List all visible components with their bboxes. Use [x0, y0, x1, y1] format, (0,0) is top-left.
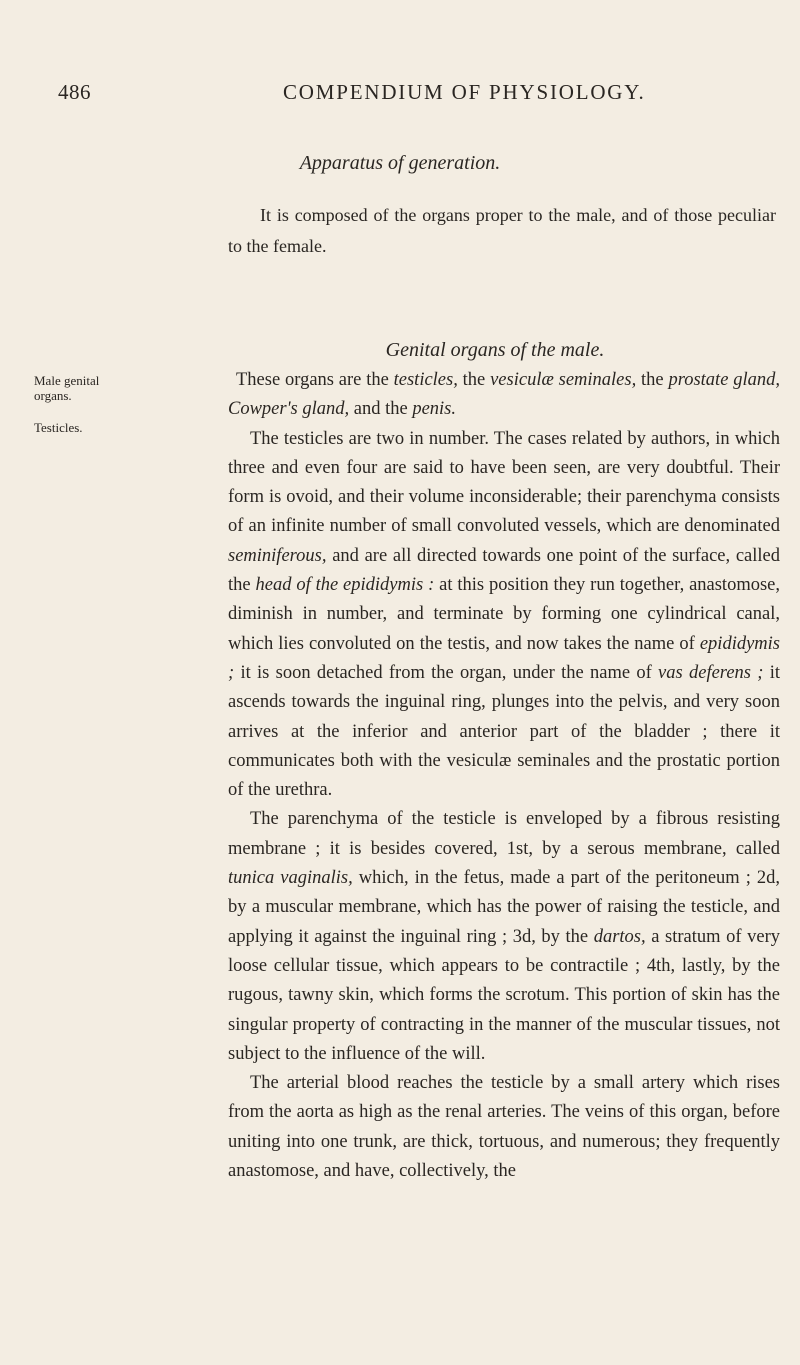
text-run: These organs are the [236, 370, 394, 390]
text-run: The testicles are two in number. The cases related by authors, in which three and even four are said to have been seen, are very doubtful. Their form is ovoid, and their volume inconsiderable; their parenchyma consists of an infinite number of small convoluted vessels, which are denominated [228, 428, 780, 537]
text-run: the [636, 370, 669, 390]
term-tunica-vaginalis: tunica vaginalis, [228, 868, 353, 889]
running-head [58, 80, 698, 110]
term-epididymis: epididymis ; [228, 633, 780, 683]
text-run: at this position they run together, anastomose, diminish in number, and terminate by forming one cylindrical canal, which lies convoluted on the testis, and now takes the name of [228, 575, 781, 654]
text-run: it is soon detached from the organ, under the name of [234, 662, 659, 683]
term-vesiculae-seminales: vesiculæ seminales, [490, 370, 637, 390]
term-head-of-epididymis: head of the epididymis : [255, 575, 435, 596]
term-dartos: dartos, [593, 926, 646, 947]
running-title: COMPENDIUM OF PHYSIOLOGY. [283, 80, 646, 104]
intro-paragraph: It is composed of the organs proper to the male, and of those peculiar to the female. [228, 205, 776, 256]
term-seminiferous: seminiferous, [228, 545, 327, 566]
text-run: the [457, 370, 491, 390]
text-run: and the [349, 399, 413, 420]
term-prostate-cowper: prostate gland, Cowper's gland, [228, 370, 780, 420]
text-run: The parenchyma of the testicle is enveloped by a fibrous resisting membrane ; it is besides covered, 1st, by a serous membrane, called [228, 809, 780, 859]
text-run: and are all directed towards one point of the surface, called the [228, 545, 780, 596]
body-text [228, 366, 780, 1186]
paragraph-organs-list [228, 366, 780, 425]
text-run: a stratum of very loose cellular tissue, which appears to be contractile ; 4th, lastly, by the rugous, tawny skin, which forms the scrotum. This portion of skin has the singular property of contracting in the manner of the muscular tissues, not subject to the influence of the will. [228, 926, 780, 1064]
section-heading-apparatus: Apparatus of generation. [299, 152, 501, 174]
term-vas-deferens: vas deferens ; [658, 662, 764, 683]
page-number: 486 [58, 80, 91, 104]
paragraph-arterial-blood: The arterial blood reaches the testicle by a small artery which rises from the aorta as high as the renal arteries. The veins of this organ, before uniting into one trunk, are thick, tortuous, and numerous; they frequently anastomose, and have, collectively, the [228, 1073, 780, 1182]
text-run: it ascends towards the inguinal ring, plunges into the pelvis, and very soon arrives at the inferior and anterior part of the bladder ; there it communicates both with the vesiculæ seminales and the prostatic portion of the urethra. [228, 662, 780, 801]
margin-note-male-genital: Male genital organs. [34, 373, 100, 403]
term-testicles: testicles, [393, 370, 458, 390]
paragraph-testicles [228, 425, 780, 806]
section-heading-genital-male: Genital organs of the male. [385, 339, 605, 361]
text-run: which, in the fetus, made a part of the peritoneum ; 2d, by a muscular membrane, which has the power of raising the testicle, and applying it against the inguinal ring ; 3d, by the [228, 868, 781, 947]
margin-note-testicles: Testicles. [34, 420, 83, 435]
term-penis: penis. [412, 399, 457, 420]
paragraph-parenchyma [228, 805, 780, 1069]
